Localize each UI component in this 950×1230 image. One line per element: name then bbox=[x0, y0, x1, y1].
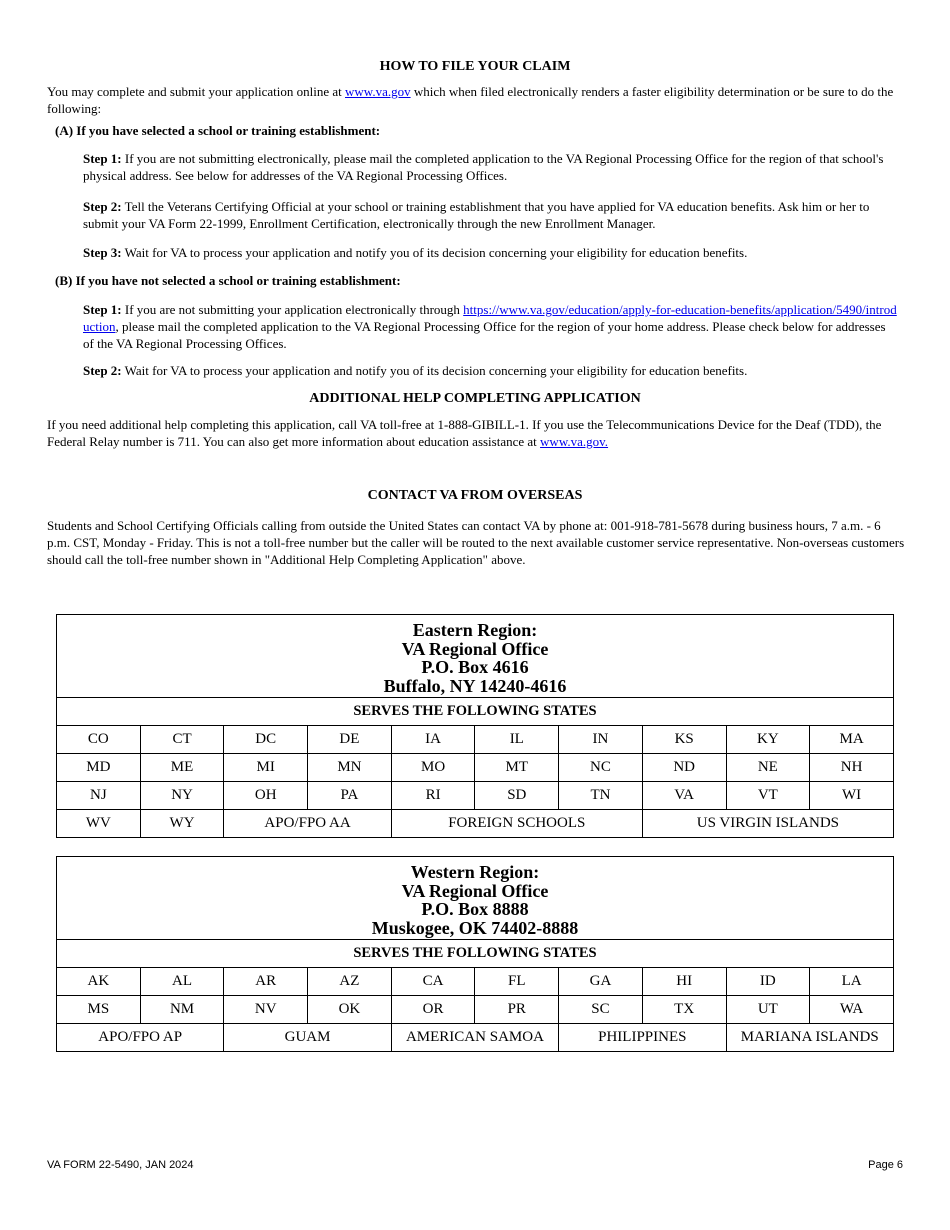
intro-text-2: which when filed electronically renders a faster eligibility determination or be sure to do the following: bbox=[47, 84, 894, 116]
state-cell: MO bbox=[391, 754, 475, 782]
state-cell: NC bbox=[559, 754, 643, 782]
state-cell: CO bbox=[57, 726, 141, 754]
state-cell: PA bbox=[308, 782, 392, 810]
state-cell: MN bbox=[308, 754, 392, 782]
state-cell: NV bbox=[224, 996, 308, 1024]
state-cell: TN bbox=[559, 782, 643, 810]
state-cell: OK bbox=[308, 996, 392, 1024]
address-line: VA Regional Office bbox=[401, 880, 549, 901]
state-cell: OR bbox=[391, 996, 475, 1024]
state-cell: NJ bbox=[57, 782, 141, 810]
state-cell: MA bbox=[810, 726, 894, 754]
state-cell: GUAM bbox=[224, 1024, 391, 1052]
step-text: Tell the Veterans Certifying Official at your school or training establishment that you have applied for VA education benefits. Ask him or her to submit your VA Form 22-1999, Enrollment Certification, electronically through the new Enrollment Manager. bbox=[83, 199, 870, 231]
state-cell: AK bbox=[57, 968, 141, 996]
table-row bbox=[57, 810, 894, 838]
section-a-step-3 bbox=[83, 244, 898, 261]
table-row bbox=[57, 996, 894, 1024]
section-a-step-1 bbox=[83, 150, 898, 184]
state-cell: WY bbox=[140, 810, 224, 838]
section-b-step-1 bbox=[83, 301, 898, 352]
state-cell: AZ bbox=[308, 968, 392, 996]
western-region-table bbox=[56, 856, 894, 1052]
intro-paragraph bbox=[47, 83, 907, 117]
state-cell: PR bbox=[475, 996, 559, 1024]
state-cell: MARIANA ISLANDS bbox=[726, 1024, 894, 1052]
step-label: Step 2: bbox=[83, 363, 122, 378]
step-text: Wait for VA to process your application and notify you of its decision concerning your eligibility for education benefits. bbox=[121, 245, 748, 260]
apply-link[interactable]: https://www.va.gov/education/apply-for-education-benefits/application/5490/introduction bbox=[83, 302, 897, 334]
form-number: VA FORM 22-5490, JAN 2024 bbox=[47, 1159, 194, 1171]
help-text: If you need additional help completing this application, call VA toll-free at 1-888-GIBILL-1. If you use the Telecommunications Device for the Deaf (TDD), the Federal Relay number is 711. You can also get more information about education assistance at bbox=[47, 417, 882, 449]
state-cell: WV bbox=[57, 810, 141, 838]
step-label: Step 1: bbox=[83, 151, 122, 166]
state-cell: MS bbox=[57, 996, 141, 1024]
state-cell: SC bbox=[559, 996, 643, 1024]
step-label: Step 3: bbox=[83, 245, 122, 260]
step-text: Wait for VA to process your application and notify you of its decision concerning your eligibility for education benefits. bbox=[121, 363, 748, 378]
serves-header: SERVES THE FOLLOWING STATES bbox=[57, 940, 894, 968]
state-cell: RI bbox=[391, 782, 475, 810]
state-cell: NE bbox=[726, 754, 810, 782]
state-cell: KY bbox=[726, 726, 810, 754]
state-cell: SD bbox=[475, 782, 559, 810]
state-cell: NH bbox=[810, 754, 894, 782]
section-a-step-2 bbox=[83, 198, 898, 232]
step-label: Step 2: bbox=[83, 199, 122, 214]
state-cell: KS bbox=[642, 726, 726, 754]
state-cell: APO/FPO AP bbox=[57, 1024, 224, 1052]
state-cell: FL bbox=[475, 968, 559, 996]
serves-header: SERVES THE FOLLOWING STATES bbox=[57, 698, 894, 726]
address-line: Eastern Region: bbox=[412, 620, 538, 640]
state-cell: CA bbox=[391, 968, 475, 996]
state-cell: MD bbox=[57, 754, 141, 782]
address-line: Buffalo, NY 14240-4616 bbox=[383, 675, 567, 696]
state-cell: IN bbox=[559, 726, 643, 754]
state-cell: IA bbox=[391, 726, 475, 754]
page-title: HOW TO FILE YOUR CLAIM bbox=[379, 59, 571, 74]
region-address bbox=[57, 615, 894, 698]
table-row bbox=[57, 754, 894, 782]
intro-text: You may complete and submit your application online at bbox=[47, 84, 345, 99]
state-cell: IL bbox=[475, 726, 559, 754]
state-cell: AR bbox=[224, 968, 308, 996]
state-cell: WI bbox=[810, 782, 894, 810]
state-cell: US VIRGIN ISLANDS bbox=[642, 810, 893, 838]
step-text-2: , please mail the completed application to the VA Regional Processing Office for the region of your home address. Please check below for addresses of the VA Regional Processing Offices. bbox=[83, 319, 886, 351]
section-a-heading: (A) If you have selected a school or training establishment: bbox=[55, 123, 381, 138]
state-cell: MI bbox=[224, 754, 308, 782]
overseas-paragraph: Students and School Certifying Officials calling from outside the United States can contact VA by phone at: 001-918-781-5678 during business hours, 7 a.m. - 6 p.m. CST, Monday - Friday. This is not a toll-free number but the caller will be routed to the next available customer service representative. Non-overseas customers should call the toll-free number shown in "Additional Help Completing Application" above. bbox=[47, 518, 905, 567]
state-cell: MT bbox=[475, 754, 559, 782]
state-cell: APO/FPO AA bbox=[224, 810, 391, 838]
state-cell: FOREIGN SCHOOLS bbox=[391, 810, 642, 838]
help-paragraph bbox=[47, 416, 907, 450]
state-cell: ND bbox=[642, 754, 726, 782]
state-cell: DC bbox=[224, 726, 308, 754]
state-cell: OH bbox=[224, 782, 308, 810]
address-line: P.O. Box 8888 bbox=[421, 899, 529, 919]
va-gov-link-2[interactable]: www.va.gov. bbox=[540, 434, 609, 449]
overseas-heading: CONTACT VA FROM OVERSEAS bbox=[367, 488, 583, 503]
region-address bbox=[57, 857, 894, 940]
state-cell: HI bbox=[642, 968, 726, 996]
state-cell: DE bbox=[308, 726, 392, 754]
state-cell: ID bbox=[726, 968, 810, 996]
state-cell: VA bbox=[642, 782, 726, 810]
state-cell: GA bbox=[559, 968, 643, 996]
state-cell: AL bbox=[140, 968, 224, 996]
state-cell: UT bbox=[726, 996, 810, 1024]
state-cell: TX bbox=[642, 996, 726, 1024]
state-cell: AMERICAN SAMOA bbox=[391, 1024, 558, 1052]
address-line: VA Regional Office bbox=[401, 638, 549, 659]
page-number: Page 6 bbox=[868, 1159, 903, 1171]
state-cell: NY bbox=[140, 782, 224, 810]
step-text: If you are not submitting your application electronically through bbox=[121, 302, 464, 317]
state-cell: LA bbox=[810, 968, 894, 996]
state-cell: NM bbox=[140, 996, 224, 1024]
eastern-region-table bbox=[56, 614, 894, 838]
help-heading: ADDITIONAL HELP COMPLETING APPLICATION bbox=[309, 391, 641, 406]
address-line: Muskogee, OK 74402-8888 bbox=[371, 917, 579, 938]
address-line: P.O. Box 4616 bbox=[421, 657, 529, 677]
table-row bbox=[57, 968, 894, 996]
state-cell: PHILIPPINES bbox=[559, 1024, 726, 1052]
state-cell: CT bbox=[140, 726, 224, 754]
table-row bbox=[57, 1024, 894, 1052]
va-gov-link[interactable]: www.va.gov bbox=[345, 84, 411, 99]
state-cell: VT bbox=[726, 782, 810, 810]
table-row bbox=[57, 726, 894, 754]
address-line: Western Region: bbox=[410, 862, 540, 882]
state-cell: WA bbox=[810, 996, 894, 1024]
section-b-heading: (B) If you have not selected a school or training establishment: bbox=[55, 273, 401, 288]
state-cell: ME bbox=[140, 754, 224, 782]
section-b-step-2 bbox=[83, 362, 898, 379]
step-text: If you are not submitting electronically, please mail the completed application to the VA Regional Processing Office for the region of that school's physical address. See below for addresses of the VA Regional Processing Offices. bbox=[83, 151, 884, 183]
table-row bbox=[57, 782, 894, 810]
step-label: Step 1: bbox=[83, 302, 122, 317]
